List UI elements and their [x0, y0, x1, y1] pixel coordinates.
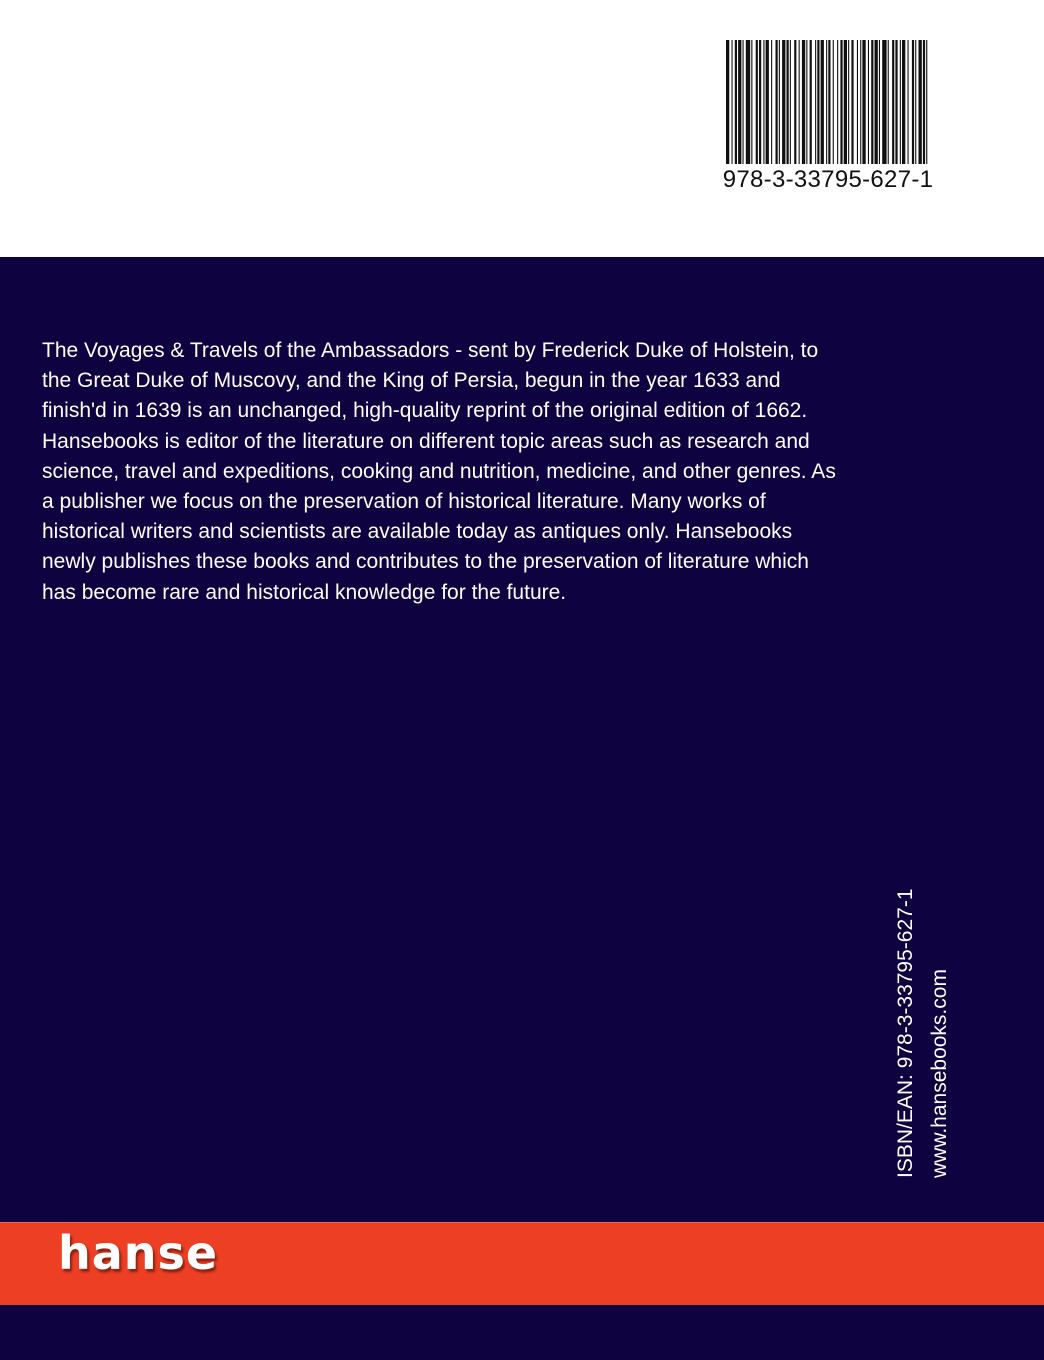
barcode-bar	[862, 40, 865, 164]
barcode-bar	[900, 40, 901, 164]
description-line: has become rare and historical knowledge for the future.	[42, 580, 567, 604]
barcode-bar	[815, 40, 816, 164]
barcode-bar	[738, 40, 741, 164]
barcode-bar	[776, 40, 778, 164]
barcode-bar	[751, 40, 752, 164]
barcode-bar	[882, 40, 886, 164]
barcode-bar	[826, 40, 827, 164]
barcode-bar	[908, 40, 909, 164]
description-line: a publisher we focus on the preservation of historical literature. Many works of	[42, 490, 766, 514]
barcode-bar	[871, 40, 873, 164]
isbn-text: ISBN/EAN: 978-3-33795-627-1	[894, 888, 917, 1178]
barcode-bar	[743, 40, 744, 164]
barcode-bar	[771, 40, 772, 164]
description-line: The Voyages & Travels of the Ambassadors - sent by Frederick Duke of Holstein, to	[42, 339, 819, 362]
barcode-area	[0, 0, 1044, 257]
barcode-bar	[828, 40, 830, 164]
barcode-number: 978-3-33795-627-1	[722, 166, 934, 193]
rotated-isbn-block	[889, 818, 957, 1178]
barcode-bar	[779, 40, 780, 164]
description-line: science, travel and expeditions, cooking and nutrition, medicine, and other genres. As	[42, 459, 836, 483]
barcode-bar	[766, 40, 769, 164]
description-line: newly publishes these books and contributes to the preservation of literature which	[42, 550, 809, 574]
barcode-bar	[810, 40, 812, 164]
barcode-bar	[726, 40, 729, 164]
barcode-bar	[833, 40, 834, 164]
barcode-bar	[787, 40, 789, 164]
description-line: historical writers and scientists are available today as antiques only. Hansebooks	[42, 520, 793, 544]
website-text: www.hansebooks.com	[928, 969, 951, 1178]
barcode-bar	[806, 40, 807, 164]
barcode-bar	[756, 40, 758, 164]
barcode-bar	[875, 40, 878, 164]
hanse-logo: hanse	[58, 1226, 219, 1280]
description-line: the Great Duke of Muscovy, and the King of Persia, begun in the year 1633 and	[42, 369, 781, 393]
barcode-bar	[782, 40, 785, 164]
barcode-bar	[888, 40, 889, 164]
barcode-bar	[923, 40, 925, 164]
barcode-bar	[790, 40, 791, 164]
barcode-image	[724, 40, 932, 164]
barcode-bar	[902, 40, 905, 164]
barcode-bar	[919, 40, 922, 164]
barcode-bar	[735, 40, 737, 164]
barcode-bar	[857, 40, 858, 164]
barcode-bar	[915, 40, 916, 164]
barcode-bar	[892, 40, 894, 164]
description-line: finish'd in 1639 is an unchanged, high-quality reprint of the original edition of 1662.	[42, 399, 808, 423]
barcode-bar	[794, 40, 796, 164]
book-description	[42, 336, 942, 608]
barcode-bar	[802, 40, 805, 164]
barcode-bar	[732, 40, 733, 164]
barcode-bar	[912, 40, 914, 164]
description-line: Hansebooks is editor of the literature on different topic areas such as research and	[42, 429, 810, 453]
barcode-bar	[759, 40, 761, 164]
barcode-bar	[837, 40, 838, 164]
barcode-bar	[821, 40, 824, 164]
barcode-bar	[817, 40, 819, 164]
barcode-bar	[879, 40, 880, 164]
barcode-bar	[746, 40, 750, 164]
barcode-bar	[895, 40, 897, 164]
barcode-bar	[763, 40, 764, 164]
barcode-bar	[868, 40, 869, 164]
barcode-bar	[926, 40, 927, 164]
barcode-bar	[840, 40, 842, 164]
barcode-bar	[860, 40, 861, 164]
barcode-bar	[844, 40, 847, 164]
barcode-bar	[799, 40, 800, 164]
barcode-bar	[848, 40, 849, 164]
barcode-bar	[851, 40, 853, 164]
